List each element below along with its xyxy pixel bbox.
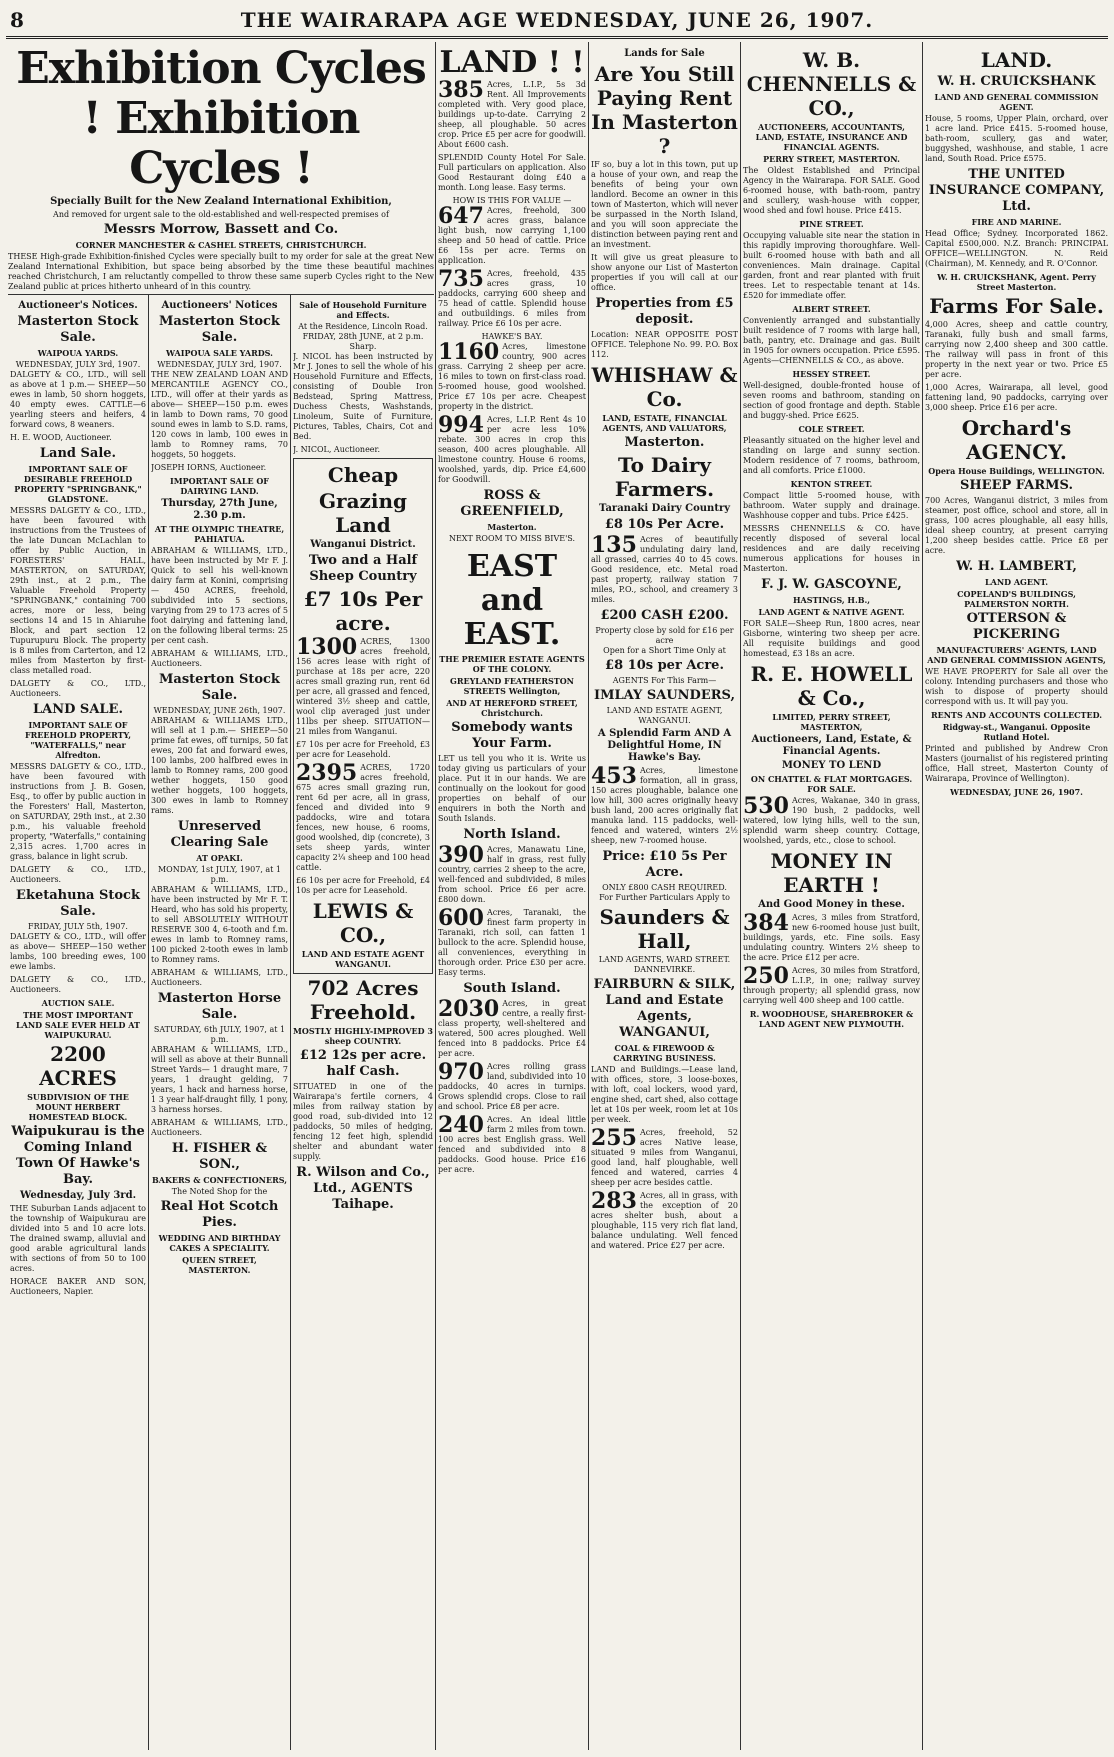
col5-a5-agent: Saunders & Hall, xyxy=(599,905,730,953)
col4-a3-sub: HOW IS THIS FOR VALUE — xyxy=(452,196,572,205)
col7-a7-title: W. H. LAMBERT, xyxy=(956,559,1077,574)
col5-a5-sub: For Further Particulars Apply to xyxy=(599,893,730,902)
col7-a2-sub: FIRE AND MARINE. xyxy=(971,217,1062,227)
col7-a4-body: 1,000 Acres, Wairarapa, all level, good fattening land, 90 paddocks, carrying over 3,000 sheep. Price £16 per acre. xyxy=(925,383,1108,412)
col1-ad5-body2: SUBDIVISION OF THE MOUNT HERBERT HOMESTEAD BLOCK. xyxy=(27,1092,129,1122)
col2-ad3-body: ABRAHAM & WILLIAMS LTD., will sell at 1 p.m.— SHEEP—50 prime fat ewes, off turnips, 50 fat ewes, 200 fat and forward ewes, 100 lambs, 200 halfbred ewes in lamb to Romney rams, 200 good wether hoggets, 150 good wether hoggets, 100 hoggets, 300 ewes in lamb to Romney rams. xyxy=(151,716,288,815)
col6-a5-sub: COLE STREET. xyxy=(798,424,865,434)
col2-ad1-sub: WAIPOUA SALE YARDS. xyxy=(166,348,273,358)
col3-ad6-title: 702 Acres Freehold. xyxy=(307,976,419,1024)
col4-a8-sub: GREYLAND FEATHERSTON STREETS Wellington, xyxy=(450,676,574,696)
col1-ad5-big: 2200 ACRES xyxy=(39,1042,117,1090)
col5-a5-sign: LAND AGENTS, WARD STREET. DANNEVIRKE. xyxy=(598,955,731,974)
col6-a2-sub: PINE STREET. xyxy=(799,219,864,229)
col7-a6-body: 700 Acres, Wanganui district, 3 miles from steamer, post office, school and store, all in grass, 100 acres ploughable, all easy hills, ideal sheep country, at present carrying 1,200 sheep besides cattle. Price £8 per acre. xyxy=(925,496,1108,555)
exhibition-body: THESE High-grade Exhibition-finished Cycles were specially built to my order for sale at the great New Zealand International Exhibition, but space being absorbed by the time these beautiful machines reached Christchurch, I am reluctantly compelled to throw these same superb Cycles right to the New Zealand public at prices hitherto unheard of in this country. xyxy=(8,252,434,291)
col7-a2-sign: W. H. CRUICKSHANK, Agent. Perry Street Masterton. xyxy=(937,272,1096,292)
col2-ad1-title: Masterton Stock Sale. xyxy=(159,314,280,345)
col3-ad4-big: 2395 xyxy=(296,760,358,786)
column-rule xyxy=(148,295,149,1750)
col1-ad3-title: LAND SALE. xyxy=(33,702,123,717)
col7-imprint: Printed and published by Andrew Cron Masters (journalist of his registered printing office, Hall street, Masterton County of Wairarapa, Province of Wellington). xyxy=(925,744,1108,783)
col5-a6-num2: 283 xyxy=(591,1188,637,1214)
col2-ad6-title: H. FISHER & SON., xyxy=(171,1141,268,1172)
col6-a8-sub: HASTINGS, H.B., xyxy=(792,595,871,605)
col5-a5-price: Price: £10 5s Per Acre. xyxy=(602,849,727,880)
column-3 xyxy=(293,298,433,1750)
col3-ad2-bold: Two and a Half Sheep Country xyxy=(308,553,418,584)
col3-ad1-date: FRIDAY, 28th JUNE, at 2 p.m. Sharp. xyxy=(302,332,424,351)
col3-ad6-body: SITUATED in one of the Wairarapa's fertile corners, 4 miles from railway station by good road, sub-divided into 12 paddocks, 50 miles of hedging, fencing 12 feet high, splendid shelter and abundant water supply. xyxy=(293,1082,433,1161)
col7-a3-body: 4,000 Acres, sheep and cattle country, Taranaki, fully bush and small farms, carrying now 2,400 sheep and 300 cattle. The railway will pass in front of this property in the next year or two. Price £5 per acre. xyxy=(925,320,1108,379)
col2-ad2-title: IMPORTANT SALE OF DAIRYING LAND. xyxy=(169,476,269,496)
col4-a5-num: 1160 xyxy=(438,339,500,365)
col1-ad5-date: Wednesday, July 3rd. xyxy=(19,1190,137,1201)
col1-ad3-sub: IMPORTANT SALE OF FREEHOLD PROPERTY, "WATERFALLS," near Alfredton. xyxy=(24,720,132,760)
col6-a9-sub: LIMITED, PERRY STREET, MASTERTON, xyxy=(772,712,891,732)
column-rule xyxy=(922,42,923,1750)
col2-ad6-bold: Real Hot Scotch Pies. xyxy=(160,1199,279,1230)
col5-a3-title: To Dairy Farmers. xyxy=(614,453,715,501)
col6-a9-title: R. E. HOWELL & Co., xyxy=(750,662,913,710)
grazing-land-ad xyxy=(293,458,433,974)
col4-a9-body: LET us tell you who it is. Write us today giving us particulars of your place. Put it in our hands. We are continually on the lookout for good properties on behalf of our enquirers in both the North and South Islands. xyxy=(438,754,586,823)
column-2 xyxy=(151,298,288,1750)
col1-ad3-sign: DALGETY & CO., LTD., Auctioneers. xyxy=(10,865,146,884)
col6-a10-sub: And Good Money in these. xyxy=(758,899,905,910)
col7-a2-title: THE UNITED INSURANCE COMPANY, Ltd. xyxy=(928,167,1105,214)
col6-a8-bold: LAND AGENT & NATIVE AGENT. xyxy=(758,607,905,617)
col1-ad5-sub: THE MOST IMPORTANT LAND SALE EVER HELD AT WAIPUKURAU. xyxy=(16,1010,140,1040)
col5-a6-title: FAIRBURN & SILK, Land and Estate Agents, WANGANUI, xyxy=(593,977,736,1040)
col2-ad2-date: Thursday, 27th June, 2.30 p.m. xyxy=(161,498,278,521)
col1-ad5-body: THE Suburban Lands adjacent to the township of Waipukurau are divided into 5 and 10 acre lots. The drained swamp, alluvial and good arable agricultural lands with sections of from 50 to 100 acres. xyxy=(10,1204,146,1273)
col2-ad1-body: THE NEW ZEALAND LOAN AND MERCANTILE AGENCY CO., LTD., will offer at their yards as above— SHEEP—150 p.m. ewes in lamb to Down rams, 70 good sound ewes in lamb to S.D. rams, 120 cows in lamb, 100 ewes in lamb to Romney rams, 70 hoggets, 50 hoggets. xyxy=(151,370,288,459)
col6-a1-sub: AUCTIONEERS, ACCOUNTANTS, LAND, ESTATE, INSURANCE AND FINANCIAL AGENTS. xyxy=(755,122,908,152)
col4-land-title: LAND ! ! xyxy=(439,46,585,80)
col2-ad4-sign: ABRAHAM & WILLIAMS, LTD., Auctioneers. xyxy=(151,968,288,987)
col4-a3-num: 647 xyxy=(438,203,484,229)
col7-a3-title: Farms For Sale. xyxy=(929,294,1104,318)
col3-ad1-body: J. NICOL has been instructed by Mr J. Jones to sell the whole of his Household Furniture and Effects, consisting of Double Iron Bedstead, Spring Mattress, Duchess Chests, Washstands, Linoleum, Suite of Furniture, Pictures, Tables, Chairs, Cot and Bed. xyxy=(293,352,433,441)
column-6 xyxy=(743,46,920,1750)
col6-a8-title: F. J. W. GASCOYNE, xyxy=(761,577,902,592)
col4-a10-sub: North Island. xyxy=(463,827,561,842)
col2-ad5-title: Masterton Horse Sale. xyxy=(157,991,282,1022)
col6-a3-sub: ALBERT STREET. xyxy=(792,304,871,314)
col3-ad1-sign: J. NICOL, Auctioneer. xyxy=(293,445,381,454)
col1-ad5-bold: Waipukurau is the Coming Inland Town Of Hawke's Bay. xyxy=(11,1124,145,1187)
col7-a5-title: Orchard's AGENCY. xyxy=(961,416,1072,464)
col4-a10-num: 390 xyxy=(438,842,484,868)
col4-a12-num: 2030 xyxy=(438,996,500,1022)
col4-a4-num: 735 xyxy=(438,266,484,292)
col1-ad4-title: Eketahuna Stock Sale. xyxy=(16,888,140,919)
col6-a8-body: FOR SALE—Sheep Run, 1800 acres, near Gisborne, wintering two sheep per acre. All requisite buildings and good homestead, £3 18s an acre. xyxy=(743,619,920,658)
col4-a11-body: Acres, Taranaki, the finest farm property in Taranaki, rich soil, can fatten 1 bullock to the acre. Splendid house, all conveniences, everything in thorough order. Price £30 per acre. Easy terms. xyxy=(438,908,586,977)
col2-ad6-sign: QUEEN STREET, MASTERTON. xyxy=(182,1255,257,1275)
col6-a6-body: Compact little 5-roomed house, with bathroom. Water supply and drainage. Washhouse copper and tubs. Price £425. xyxy=(743,491,920,520)
col7-a8-sign: Ridgway-st., Wanganui. Opposite Rutland Hotel. xyxy=(942,722,1091,742)
column-4 xyxy=(438,46,586,1750)
col4-a12-sub: South Island. xyxy=(463,981,561,996)
col5-a1-side: It will give us great pleasure to show anyone our List of Masterton properties if you will call at our office. xyxy=(591,253,738,292)
col7-a5-sub: Opera House Buildings, WELLINGTON. xyxy=(928,466,1105,476)
col3-ad5-title: LEWIS & CO., xyxy=(312,899,414,947)
col5-a5-note: ONLY £800 CASH REQUIRED. xyxy=(602,883,727,892)
col4-a10-body: Acres, Manawatu Line, half in grass, rest fully country, carries 2 sheep to the acre, well-fenced and subdivided, 8 miles from school. Price £6 per acre. £800 down. xyxy=(438,845,586,904)
col4-a13-body: Acres rolling grass land, subdivided into 10 paddocks, 40 acres in turnips. Grows splendid crops. Close to rail and school. Price £8 per acre. xyxy=(438,1062,586,1111)
col5-a3-price: £8 10s Per Acre. xyxy=(604,517,725,532)
col2-ad1-sign: JOSEPH IORNS, Auctioneer. xyxy=(151,463,267,472)
col5-a5-body: Acres, limestone formation, all in grass, 150 acres ploughable, balance one low hill, 300 acres originally heavy bush land, 200 acres originally flat manuka land. 115 paddocks, well-fenced and watered, winters 2½ sheep, new 7-roomed house. xyxy=(591,766,738,845)
page-number: 8 xyxy=(10,8,24,32)
col2-ad6-body2: WEDDING AND BIRTHDAY CAKES A SPECIALITY. xyxy=(158,1233,281,1253)
col1-ad2-title: Land Sale. xyxy=(39,446,117,461)
col1-ad1-body: DALGETY & CO., LTD., will sell as above at 1 p.m.— SHEEP—50 ewes in lamb, 50 shorn hoggets, 40 empty ewes. CATTLE—6 yearling steers and heifers, 4 forward cows, 8 weaners. xyxy=(10,370,146,429)
col2-ad4-body: ABRAHAM & WILLIAMS, LTD., have been instructed by Mr F. T. Heard, who has sold his property, to sell ABSOLUTELY WITHOUT RESERVE 300 4, 6-tooth and f.m. ewes in lamb to Romney rams, 100 picked 2-tooth ewes in lamb to Romney rams. xyxy=(151,885,288,964)
col4-a5-sub: HAWKE'S BAY. xyxy=(481,332,543,341)
col4-a8-body: AND AT HEREFORD STREET, Christchurch. xyxy=(446,698,578,718)
col7-imprint-date: WEDNESDAY, JUNE 26, 1907. xyxy=(950,787,1083,797)
col2-ad2-body: ABRAHAM & WILLIAMS, LTD., have been instructed by Mr F. J. Quick to sell his well-known dairy farm at Konini, comprising— 450 ACRES, freehold, subdivided into 5 sections, varying from 29 to 173 acres of 5 foot dairying and fattening land, on the following liberal terms: 25 per cent cash. xyxy=(151,546,288,645)
col5-a3-note: Property close by sold for £16 per acre xyxy=(595,626,734,645)
col7-a8-sub: MANUFACTURERS' AGENTS, LAND AND GENERAL COMMISSION AGENTS, xyxy=(927,645,1106,665)
col1-ad2-body: MESSRS DALGETY & CO., LTD., have been favoured with instructions from the Trustees of the late Duncan McLachlan to offer by Public Auction, in FORESTERS' HALL, MASTERTON, on SATURDAY, 29th inst., at 2 p.m., The Valuable Freehold Property "SPRINGBANK," containing 700 acres, more or less, being sections 14 and 15 in Ahiaruhe Block, and part section 12 Tupurupuru Block. The property is 8 miles from Carterton, and 12 miles from Masterton by first-class metalled road. xyxy=(10,506,146,675)
col3-ad4-body: ACRES, 1720 acres freehold, 675 acres small grazing run, rent 6d per acre, all in grass, fenced and divided into 9 paddocks, wire and totara fences, new house, 6 rooms, good woolshed, dip (concrete), 3 sets sheep yards, winter capacity 2¼ sheep and 100 head cattle. xyxy=(296,763,430,872)
col6-a10-body2: Acres, 30 miles from Stratford, L.I.P., in one; railway survey through property; all splendid grass, now carrying well 400 sheep and 100 cattle. xyxy=(743,966,920,1005)
col7-a1-body: House, 5 rooms, Upper Plain, orchard, over 1 acre land. Price £415. 5-roomed house, bath-room, scullery, gas and water, buggyshed, washhouse, and stable, 1 acre land, South Road. Price £575. xyxy=(925,114,1108,163)
col7-a6-title: SHEEP FARMS. xyxy=(960,478,1073,493)
col2-ad5-body: ABRAHAM & WILLIAMS, LTD., will sell as above at their Bunnall Street Yards— 1 draught mare, 7 years, 1 draught gelding, 7 years, 1 hack and harness horse, 1 3 year half-draught filly, 1 pony, 3 harness horses. xyxy=(151,1045,288,1114)
col5-a3-body: Acres of beautifully undulating dairy land, all grassed, carries 40 to 45 cows. Good residence, etc. Metal road past property, railway station 7 miles, P.O., school, and creamery 3 miles. xyxy=(591,535,738,604)
col4-a7-sub: Masterton. xyxy=(487,522,537,532)
col5-a4-sub: AGENTS For This Farm— xyxy=(612,676,717,685)
col4-a1-body: Acres, L.I.P., 5s 3d Rent. All Improvements completed with. Very good place, buildings up-to-date. Carrying 2 sheep, all ploughable. 50 acres crop. Price £5 per acre for goodwill. About £600 cash. xyxy=(438,80,586,149)
col6-a7-body: MESSRS CHENNELLS & CO. have recently disposed of several local residences and are daily receiving numerous applications for houses in Masterton. xyxy=(743,524,920,573)
col6-a4-sub: HESSEY STREET. xyxy=(792,369,871,379)
col5-a1-bold: Properties from £5 deposit. xyxy=(595,296,734,327)
col1-ad1-sub: WAIPOUA YARDS. xyxy=(37,348,119,358)
col5-a4-title: IMLAY SAUNDERS, xyxy=(594,688,735,703)
col7-a8-bold: RENTS AND ACCOUNTS COLLECTED. xyxy=(930,710,1103,720)
row-rule xyxy=(8,294,434,295)
col6-a10-num2: 250 xyxy=(743,963,789,989)
col1-ad4-date: FRIDAY, JULY 5th, 1907. xyxy=(28,922,128,931)
col5-a5-title: A Splendid Farm AND A Delightful Home, IN Hawke's Bay. xyxy=(597,728,732,763)
col2-ad2-sub: AT THE OLYMPIC THEATRE, PAHIATUA. xyxy=(154,524,285,544)
col4-a9-title: Somebody wants Your Farm. xyxy=(451,720,573,751)
column-7 xyxy=(925,46,1108,1750)
col4-a14-body: Acres. An ideal little farm 2 miles from town. 100 acres best English grass. Well fenced and subdivided into 8 paddocks. Good house. Price £16 per acre. xyxy=(438,1115,586,1174)
col5-a6-sub: COAL & FIREWOOD & CARRYING BUSINESS. xyxy=(613,1043,716,1063)
col7-a7-sub: LAND AGENT. xyxy=(984,577,1049,587)
col3-ad6-sign: R. Wilson and Co., Ltd., AGENTS Taihape. xyxy=(296,1165,430,1212)
col7-a8-title: OTTERSON & PICKERING xyxy=(966,611,1067,642)
col7-a1-sub: W. H. CRUICKSHANK xyxy=(937,74,1096,89)
col6-a9-big: MONEY TO LEND xyxy=(781,760,882,771)
column-1 xyxy=(10,298,146,1750)
col2-ad6-body: The Noted Shop for the xyxy=(171,1187,268,1196)
col5-a6-body: LAND and Buildings.—Lease land, with offices, store, 3 loose-boxes, with loft, coal lockers, wood yard, engine shed, cart shed, also cottage let at 10s per week, room let at 10s per week. xyxy=(591,1065,738,1124)
col5-a3-note2: Open for a Short Time Only at xyxy=(603,646,726,655)
col3-ad6-price: £12 12s per acre. half Cash. xyxy=(299,1048,427,1079)
column-rule xyxy=(740,42,741,1750)
col6-a4-body: Well-designed, double-fronted house of seven rooms and bathroom, standing on section of good frontage and depth. Stable and buggy-shed. Price £625. xyxy=(743,381,920,420)
col5-a3-sub: Taranaki Dairy Country xyxy=(598,503,731,514)
col5-head: Lands for Sale xyxy=(624,48,705,59)
col3-ad3-body: ACRES, 1300 acres freehold, 156 acres lease with right of purchase at 18s per acre, 220 acres small grazing run, rent 6d per acre, all grassed and fenced, wintered 3½ sheep and cattle, wool clip averaged just under 11lbs per sheep. SITUATION—21 miles from Wanganui. xyxy=(296,637,430,736)
col1-ad1-title: Masterton Stock Sale. xyxy=(17,314,139,345)
col4-a1-num: 385 xyxy=(438,77,484,103)
col5-a1-title: Are You Still Paying Rent In Masterton ? xyxy=(591,62,738,158)
col1-ad2-sub: IMPORTANT SALE OF DESIRABLE FREEHOLD PROPERTY "SPRINGBANK," GLADSTONE. xyxy=(14,464,142,504)
col6-a9-body: ON CHATTEL & FLAT MORTGAGES. FOR SALE. xyxy=(750,774,913,794)
col1-ad3-body: MESSRS DALGETY & CO., LTD., have been favoured with instructions from J. B. Gosen, Esq., to offer by public auction in the Foresters' Hall, Masterton, on SATURDAY, 29th inst., at 2.30 p.m., his valuable freehold property, "Waterfalls," containing 2,315 acres. 1,700 acres in grass, balance in light scrub. xyxy=(10,762,146,861)
col5-a3-price2: £8 10s per Acre. xyxy=(605,658,724,673)
col2-ad4-date: MONDAY, 1st JULY, 1907, at 1 p.m. xyxy=(157,865,282,884)
col5-a6-num: 255 xyxy=(591,1125,637,1151)
col6-a10-body: Acres, 3 miles from Stratford, new 6-roomed house just built, buildings, yards, etc. Fine soils. Easy undulating country. Winters 2½ sheep to the acre. Price £12 per acre. xyxy=(743,913,920,962)
column-rule xyxy=(435,42,436,1750)
col6-a1-bold: PERRY STREET, MASTERTON. xyxy=(763,154,900,164)
col2-ad4-title: Unreserved Clearing Sale xyxy=(170,819,269,850)
col1-ad4-body: DALGETY & CO., LTD., will offer as above— SHEEP—150 wether lambs, 100 breeding ewes, 100 ewe lambs. xyxy=(10,932,146,971)
col6-a10-num: 384 xyxy=(743,910,789,936)
col2-ad5-date: SATURDAY, 6th JULY, 1907, at 1 p.m. xyxy=(153,1025,286,1044)
col2-ad4-sub: AT OPAKI. xyxy=(196,853,243,863)
col3-ad5-sub: LAND AND ESTATE AGENT WANGANUI. xyxy=(301,949,425,969)
col6-a10-title: MONEY IN EARTH ! xyxy=(770,849,893,897)
col3-ad3-big: 1300 xyxy=(296,634,358,660)
exhibition-sub2: And removed for urgent sale to the old-established and well-respected premises of xyxy=(53,210,389,219)
col2-ad3-date: WEDNESDAY, JUNE 26th, 1907. xyxy=(153,706,286,715)
col6-a5-body: Pleasantly situated on the higher level and standing on large and sunny section. Modern residence of 7 rooms, bathroom, and all comforts. Price £1000. xyxy=(743,436,920,475)
col3-ad2-price: £7 10s Per acre. xyxy=(303,587,423,635)
col5-a3-num: 135 xyxy=(591,532,637,558)
col3-ad4-price: £6 10s per acre for Freehold, £4 10s per acre for Leasehold. xyxy=(296,876,430,895)
col5-a2-title: WHISHAW & Co. xyxy=(591,363,738,411)
col4-a14-num: 240 xyxy=(438,1112,484,1138)
col4-a8-title: THE PREMIER ESTATE AGENTS OF THE COLONY. xyxy=(439,654,585,674)
col7-a8-body: WE HAVE PROPERTY for Sale all over the colony. Intending purchasers and those who wish to dispose of property should correspond with us. It will pay you. xyxy=(925,667,1108,706)
col4-a2-body: SPLENDID County Hotel For Sale. Full particulars on application. Also Good Restaurant doing £40 a month. Long lease. Easy terms. xyxy=(438,153,586,192)
col4-a13-num: 970 xyxy=(438,1059,484,1085)
col5-a1-sign: Location: NEAR OPPOSITE POST OFFICE. Telephone No. 99. P.O. Box 112. xyxy=(591,330,738,359)
exhibition-headline: Exhibition Cycles ! Exhibition Cycles ! xyxy=(16,43,426,194)
col4-a5-body: Acres, limestone country, 900 acres grass. Carrying 2 sheep per acre. 16 miles to town on first-class road. 5-roomed house, good woolshed. Price £7 10s per acre. Cheapest property in the district. xyxy=(438,342,586,411)
col3-ad2-big: Grazing Land xyxy=(318,489,408,537)
exhibition-sub3: Messrs Morrow, Bassett and Co. xyxy=(103,222,339,237)
col5-a6-body2: Acres, freehold, 52 acres Native lease, situated 9 miles from Wanganui, good land, half ploughable, well fenced and watered, carries 4 sheep per acre besides cattle. xyxy=(591,1128,738,1187)
col1-ad4-sign: DALGETY & CO., LTD., Auctioneers. xyxy=(10,975,146,994)
col4-east-title: EAST and EAST. xyxy=(463,549,561,652)
col7-a7-body: COPELAND'S BUILDINGS, PALMERSTON NORTH. xyxy=(957,589,1076,609)
col5-a1-body: IF so, buy a lot in this town, put up a house of your own, and reap the benefits of being your own landlord. Become an owner in this town of Masterton, which will never be surpassed in the North Island, and you will soon appreciate the distinction between paying rent and an investment. xyxy=(591,160,738,249)
col4-a12-body: Acres, in great centre, a really first-class property, well-sheltered and watered, 500 acres ploughed. Well fenced into 8 paddocks. Price £4 per acre. xyxy=(438,999,586,1058)
col2-ad6-sub: BAKERS & CONFECTIONERS, xyxy=(151,1175,288,1185)
col4-a4-body: Acres, freehold, 435 acres grass, 10 paddocks, carrying 600 sheep and 75 head of cattle. Splendid house and outbuildings. 6 miles from railway. Price £6 10s per acre. xyxy=(438,269,586,328)
col3-ad1-sub: At the Residence, Lincoln Road. xyxy=(298,322,428,331)
col7-a1-sub2: LAND AND GENERAL COMMISSION AGENT. xyxy=(934,92,1099,112)
col3-ad2-sub: Wanganui District. xyxy=(310,539,416,550)
col1-ad5-sign: HORACE BAKER AND SON, Auctioneers, Napier. xyxy=(10,1277,146,1296)
col5-a4-body: LAND AND ESTATE AGENT, WANGANUI. xyxy=(606,706,723,725)
col4-a7-title: ROSS & GREENFIELD, xyxy=(460,488,564,519)
col3-ad6-sub: MOSTLY HIGHLY-IMPROVED 3 sheep COUNTRY. xyxy=(293,1026,433,1046)
column-5 xyxy=(591,46,738,1750)
col6-a3-body: Conveniently arranged and substantially built residence of 7 rooms with large hall, bath, pantry, etc. Drainage and gas. Built in 1905 for owners occupation. Price £595. Agents—CHENNELLS & CO., as above. xyxy=(743,316,920,365)
col5-a6-body3: Acres, all in grass, with the exception of 20 acres shelter bush, about a ploughable, 115 very rich flat land, balance undulating. Well fenced and watered. Price £27 per acre. xyxy=(591,1191,738,1250)
col1-ad1-sign: H. E. WOOD, Auctioneer. xyxy=(10,433,112,442)
col1-ad2-sign: DALGETY & CO., LTD., Auctioneers. xyxy=(10,679,146,698)
col1-ad5-title: AUCTION SALE. xyxy=(41,998,115,1008)
col6-a9-num: 530 xyxy=(743,793,789,819)
col5-a2-bold: Masterton. xyxy=(624,435,705,450)
col6-a9-body2: Acres, Wakanae, 340 in grass, 190 bush, 2 paddocks, well watered, low lying hills, well to the sun, splendid warm sheep country. Cottage, woolshed, yards, etc., close to school. xyxy=(743,796,920,845)
exhibition-sub1: Specially Built for the New Zealand International Exhibition, xyxy=(50,196,392,207)
col4-a11-num: 600 xyxy=(438,905,484,931)
column-rule xyxy=(588,42,589,1750)
col2-ad3-title: Masterton Stock Sale. xyxy=(159,672,280,703)
col6-a9-bold: Auctioneers, Land, Estate, & Financial Agents. xyxy=(751,734,912,757)
col3-ad2-title: Cheap xyxy=(327,463,399,487)
col6-a2-body: Occupying valuable site near the station in this rapidly improving thoroughfare. Well-built 6-roomed house with bath and all conveniences. Main drainage. Capital garden, front and rear planted with fruit trees. Let to respectable tenant at 14s. £520 for immediate offer. xyxy=(743,231,920,300)
exhibition-address: CORNER MANCHESTER & CASHEL STREETS, CHRISTCHURCH. xyxy=(75,240,367,250)
col1-head: Auctioneer's Notices. xyxy=(18,300,138,311)
col7-a2-body: Head Office; Sydney. Incorporated 1862. Capital £500,000. N.Z. Branch: PRINCIPAL OFFICE—WELLINGTON. N. Reid (Chairman), M. Kennedy, and R. O'Connor. xyxy=(925,229,1108,268)
masthead xyxy=(6,6,1108,39)
col6-a6-sub: KENTON STREET. xyxy=(790,479,873,489)
col7-a1-title: LAND. xyxy=(980,48,1053,72)
col4-a3-body: Acres, freehold, 300 acres grass, balance light bush, now carrying 1,100 sheep and 50 head of cattle. Price £6 15s per acre. Terms on application. xyxy=(438,206,586,265)
col6-a1-title: W. B. CHENNELLS & CO., xyxy=(746,48,917,120)
newspaper-title: THE WAIRARAPA AGE WEDNESDAY, JUNE 26, 1907. xyxy=(240,8,874,32)
col3-ad3-price: £7 10s per acre for Freehold, £3 per acre for Leasehold. xyxy=(296,740,430,759)
col3-ad1-title: Sale of Household Furniture and Effects. xyxy=(299,300,427,320)
col4-a6-num: 994 xyxy=(438,412,484,438)
col4-a7-body: NEXT ROOM TO MISS BIVE'S. xyxy=(448,534,576,543)
exhibition-cycles-ad xyxy=(8,42,434,292)
column-rule xyxy=(290,295,291,1750)
col6-a10-sign: R. WOODHOUSE, SHAREBROKER & LAND AGENT NEW PLYMOUTH. xyxy=(749,1009,914,1029)
col2-head: Auctioneers' Notices xyxy=(161,300,278,311)
col2-ad2-sign: ABRAHAM & WILLIAMS, LTD., Auctioneers. xyxy=(151,649,288,668)
col2-ad5-sign: ABRAHAM & WILLIAMS, LTD., Auctioneers. xyxy=(151,1118,288,1137)
col5-a5-num: 453 xyxy=(591,763,637,789)
col6-a1-body: The Oldest Established and Principal Agency in the Wairarapa. FOR SALE. Good 6-roomed house, with bath-room, pantry and scullery, wash-house with copper, wood shed and fowl house. Price £415. xyxy=(743,166,920,215)
col4-a6-body: Acres, L.I.P. Rent 4s 10 per acre less 10% rebate. 300 acres in crop this season, 400 acres ploughable. All limestone country. House 6 rooms, woolshed, yards, dip. Price £4,600 for Goodwill. xyxy=(438,415,586,484)
col1-ad1-date: WEDNESDAY, JULY 3rd, 1907. xyxy=(15,360,141,369)
col2-ad1-date: WEDNESDAY, JULY 3rd, 1907. xyxy=(157,360,282,369)
col5-a3-cash: £200 CASH £200. xyxy=(600,608,729,623)
col5-a2-sub: LAND, ESTATE, FINANCIAL AGENTS, AND VALUATORS, xyxy=(602,413,727,433)
